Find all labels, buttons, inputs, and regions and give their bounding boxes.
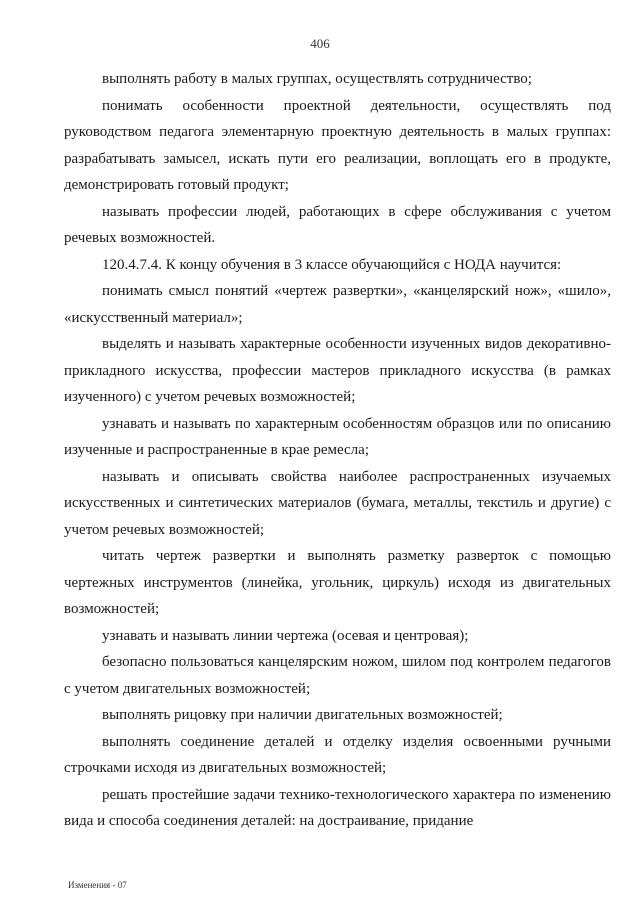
paragraph-12: выполнять рицовку при наличии двигательных возможностей; <box>102 707 503 723</box>
paragraph-2: понимать особенности проектной деятельности, осуществлять под руководством педагога элементарную проектную деятельность в малых группах: разрабатывать замысел, искать пути его реализации, воплощать его в продукте, демонстрировать готовый продукт; <box>64 97 611 193</box>
paragraph-3: называть профессии людей, работающих в сфере обслуживания с учетом речевых возможностей. <box>64 203 611 246</box>
footer-note: Изменения - 07 <box>68 880 127 890</box>
paragraph-10: узнавать и называть линии чертежа (осевая и центровая); <box>102 627 469 644</box>
paragraph-11: безопасно пользоваться канцелярским ножом, шилом под контролем педагогов с учетом двигательных возможностей; <box>64 654 611 697</box>
paragraph-13: выполнять соединение деталей и отделку изделия освоенными ручными строчками исходя из двигательных возможностей; <box>64 733 611 776</box>
paragraph-1: выполнять работу в малых группах, осуществлять сотрудничество; <box>102 71 532 87</box>
paragraph-14: решать простейшие задачи технико-технологического характера по изменению вида и способа соединения деталей: на достраивание, придание <box>64 786 611 829</box>
paragraph-9: читать чертеж развертки и выполнять разметку разверток с помощью чертежных инструментов (линейка, угольник, циркуль) исходя из двигательных возможностей; <box>64 548 611 617</box>
paragraph-7: узнавать и называть по характерным особенностям образцов или по описанию изученные и распространенные в крае ремесла; <box>64 415 611 458</box>
page-number: 406 <box>310 36 330 51</box>
paragraph-6: выделять и называть характерные особенности изученных видов декоративно-прикладного искусства, профессии мастеров прикладного искусства (в рамках изученного) с учетом речевых возможностей; <box>64 336 611 405</box>
paragraph-5: понимать смысл понятий «чертеж развертки», «канцелярский нож», «шило», «искусственный материал»; <box>64 283 611 326</box>
body-text <box>64 66 611 835</box>
section-heading: 120.4.7.4. К концу обучения в 3 классе обучающийся с НОДА научится: <box>102 256 562 273</box>
paragraph-8: называть и описывать свойства наиболее распространенных изучаемых искусственных и синтетических материалов (бумага, металлы, текстиль и другие) с учетом речевых возможностей; <box>64 468 611 538</box>
